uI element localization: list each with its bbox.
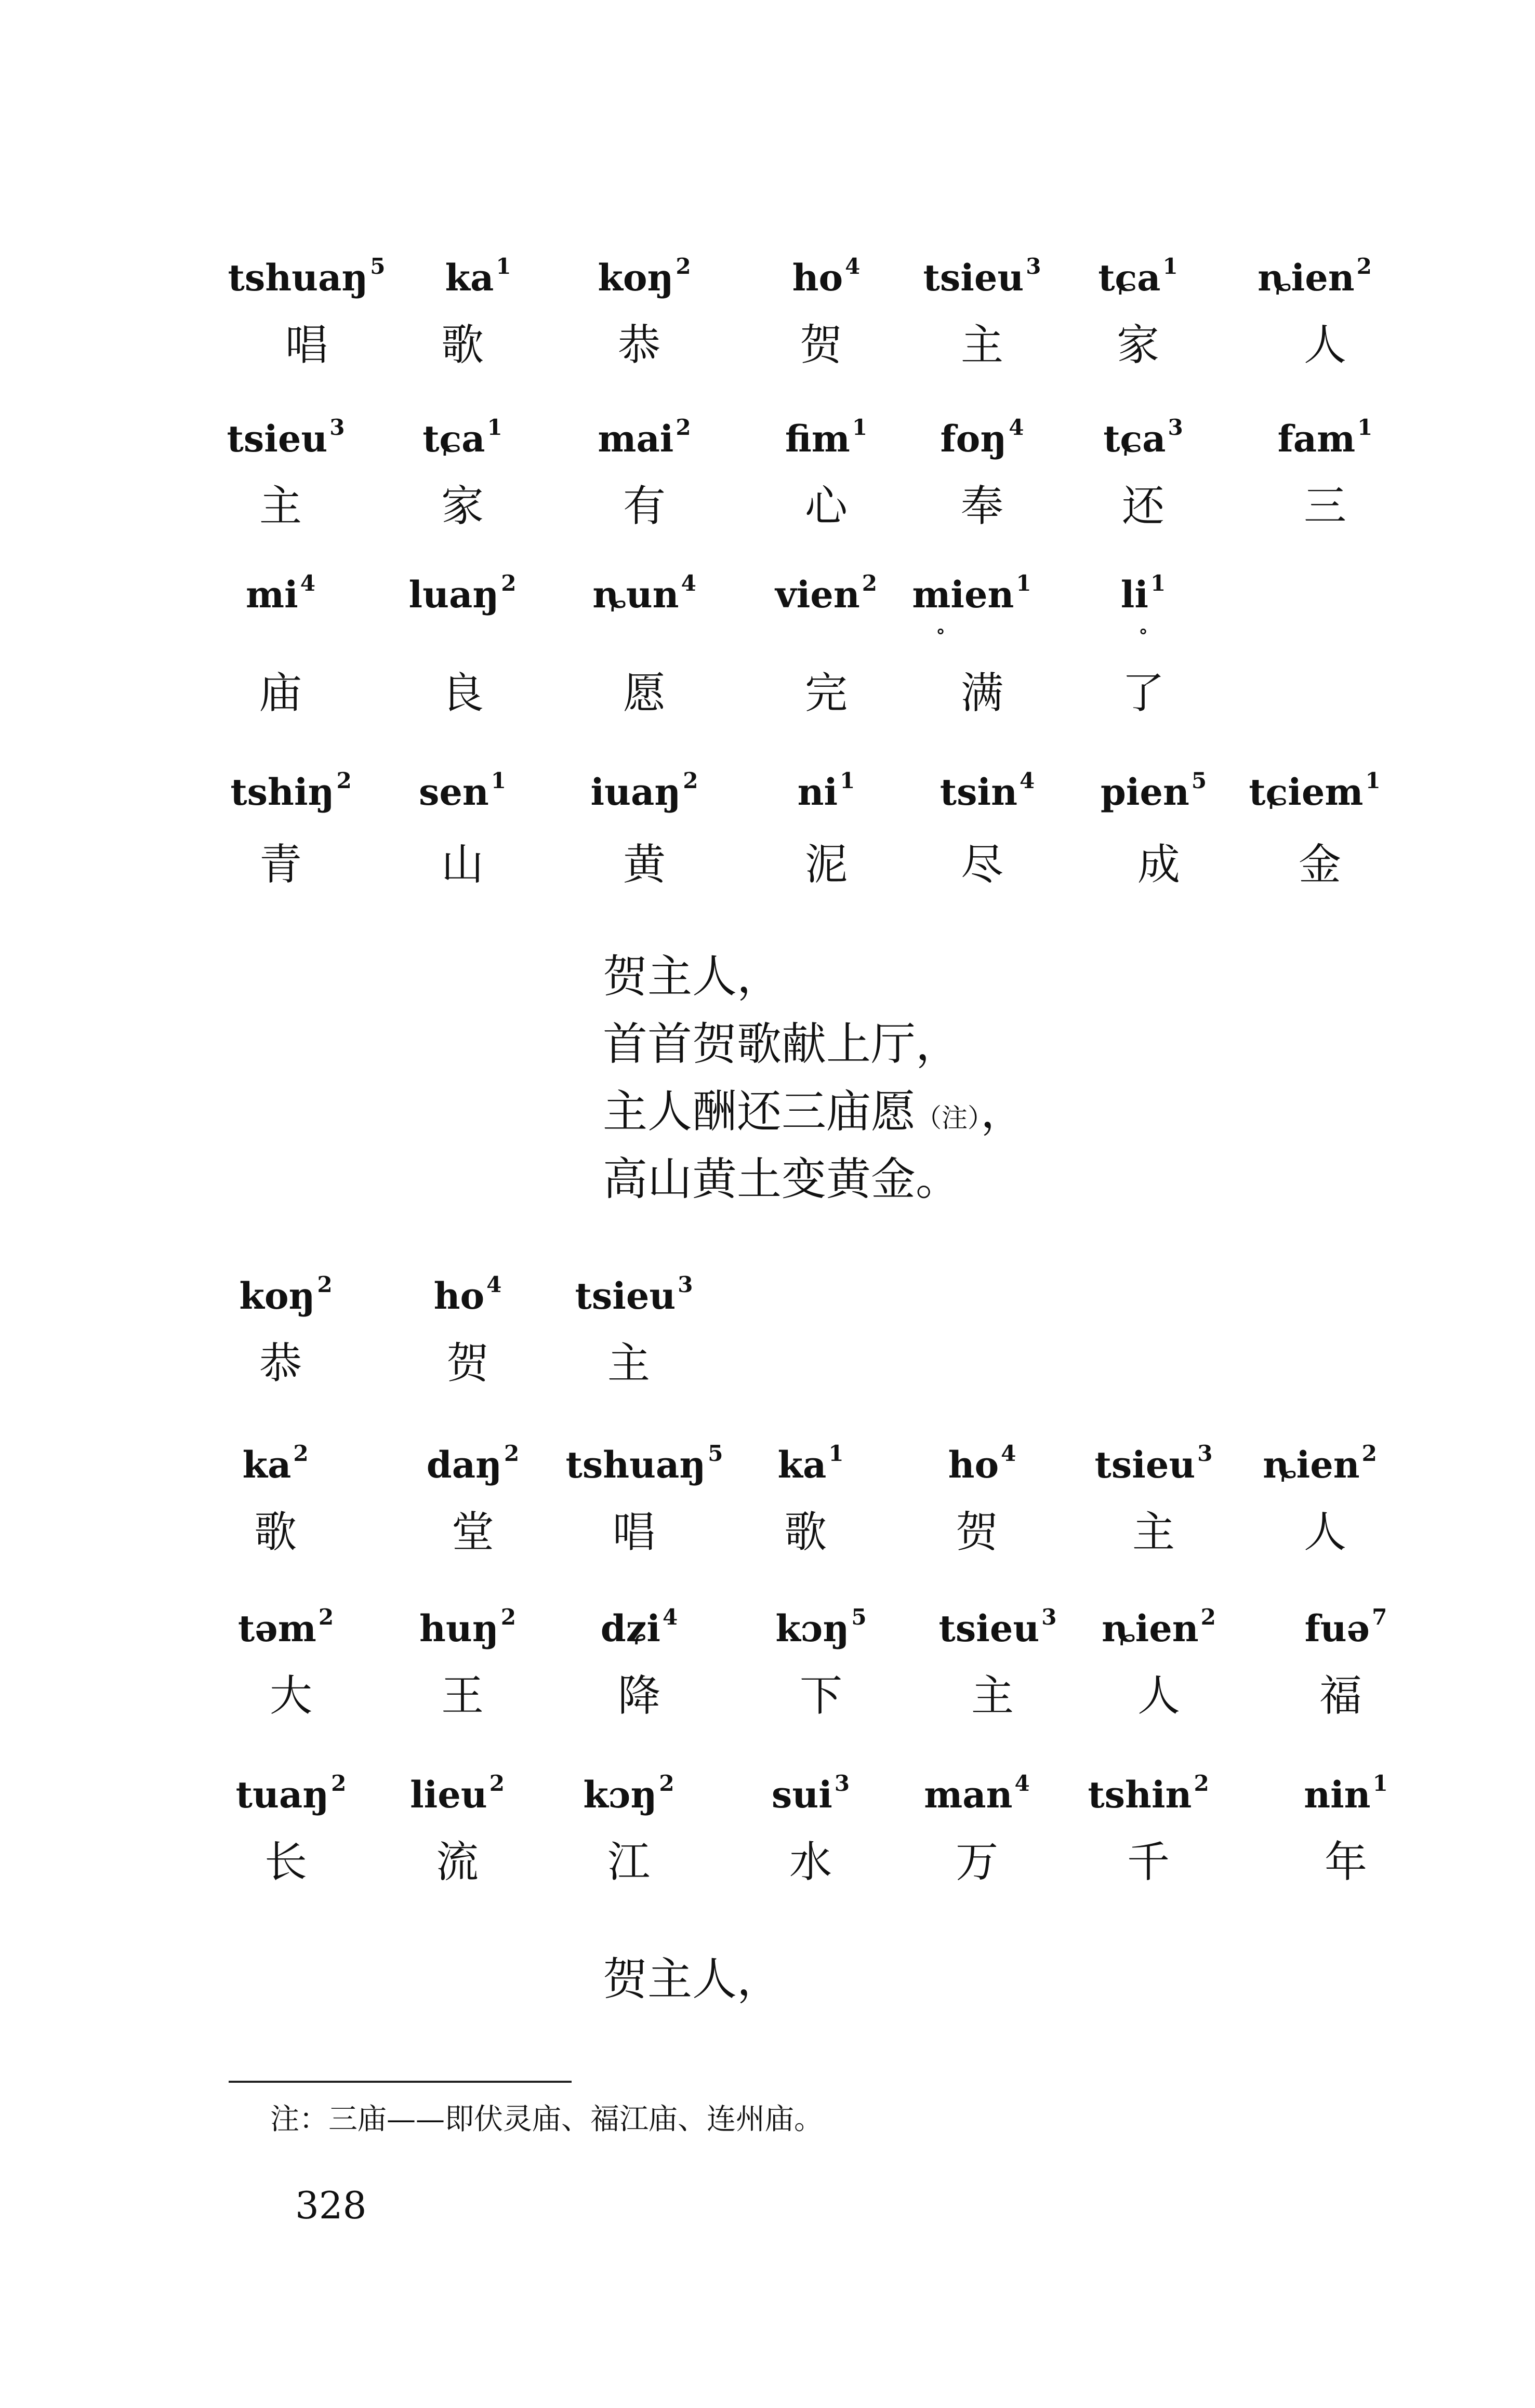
hanzi: 长 bbox=[264, 1838, 307, 1887]
hanzi: 人 bbox=[1137, 1671, 1180, 1721]
hanzi: 主 bbox=[971, 1671, 1014, 1721]
hanzi: 家 bbox=[441, 482, 484, 531]
romanization: $li^1$ bbox=[1120, 570, 1166, 616]
hanzi: 堂 bbox=[451, 1508, 494, 1557]
hanzi: 泥 bbox=[804, 840, 848, 889]
hanzi: 水 bbox=[789, 1838, 832, 1887]
romanization: mai$^2$ bbox=[598, 415, 691, 460]
footnote-rule bbox=[229, 2081, 572, 2083]
hanzi: 万 bbox=[955, 1838, 998, 1887]
hanzi: 山 bbox=[441, 840, 484, 889]
hanzi: 江 bbox=[607, 1838, 650, 1887]
romanization: fim$^1$ bbox=[785, 415, 868, 460]
romanization: huŋ$^2$ bbox=[419, 1604, 516, 1650]
hanzi: 满 bbox=[960, 669, 1003, 718]
hanzi: 主 bbox=[607, 1339, 650, 1388]
romanization: tsieu$^3$ bbox=[923, 254, 1041, 299]
romanization: tɕa$^1$ bbox=[1098, 254, 1178, 299]
romanization: sui$^3$ bbox=[771, 1771, 850, 1816]
romanization: $ka^1$ bbox=[445, 254, 511, 299]
hanzi: 千 bbox=[1127, 1838, 1170, 1887]
footnote: 注：三庙——即伏灵庙、福江庙、连州庙。 bbox=[270, 2103, 823, 2136]
romanization: tshuaŋ$^5$ bbox=[565, 1441, 723, 1486]
hanzi: 歌 bbox=[784, 1508, 827, 1557]
hanzi: 歌 bbox=[441, 321, 484, 370]
tone-mark-circle: ∘ bbox=[1138, 619, 1148, 643]
hanzi: 黄 bbox=[623, 840, 666, 889]
hanzi: 青 bbox=[259, 840, 302, 889]
romanization: vien$^2$ bbox=[775, 570, 877, 616]
hanzi: 心 bbox=[804, 482, 848, 531]
romanization: nin$^1$ bbox=[1304, 1771, 1388, 1816]
romanization: $ni^1$ bbox=[797, 768, 855, 814]
romanization: təm$^2$ bbox=[237, 1604, 334, 1650]
romanization: lieu$^2$ bbox=[410, 1771, 505, 1816]
romanization: mien$^1$ bbox=[912, 570, 1031, 616]
romanization: $ka^1$ bbox=[777, 1441, 844, 1486]
hanzi: 贺 bbox=[446, 1339, 489, 1388]
hanzi: 奉 bbox=[960, 482, 1003, 531]
romanization: tuaŋ$^2$ bbox=[235, 1771, 347, 1816]
verse-1-line-1: 贺主人， bbox=[603, 951, 782, 1003]
romanization: ȵun$^4$ bbox=[592, 570, 696, 616]
romanization: tsieu$^3$ bbox=[575, 1272, 693, 1318]
verse-1-line-3 bbox=[603, 1086, 1025, 1144]
hanzi: 愿 bbox=[623, 669, 666, 718]
verse-1-line-4: 高山黄土变黄金。 bbox=[603, 1153, 960, 1205]
romanization: $ho^4$ bbox=[948, 1441, 1016, 1486]
romanization: kɔŋ$^5$ bbox=[775, 1604, 867, 1650]
hanzi: 完 bbox=[804, 669, 848, 718]
verse-2-line-1: 贺主人， bbox=[603, 1953, 782, 2005]
romanization: dʑi$^4$ bbox=[600, 1604, 678, 1650]
romanization: pien$^5$ bbox=[1100, 768, 1207, 814]
romanization: tsin$^4$ bbox=[939, 768, 1035, 814]
verse-1-line-3-punct: ， bbox=[981, 1086, 1025, 1138]
hanzi: 贺 bbox=[799, 321, 842, 370]
romanization: daŋ$^2$ bbox=[426, 1441, 520, 1486]
hanzi: 有 bbox=[623, 482, 666, 531]
romanization: tɕiem$^1$ bbox=[1249, 768, 1381, 814]
hanzi: 唱 bbox=[285, 321, 328, 370]
hanzi: 年 bbox=[1324, 1838, 1367, 1887]
romanization: tshiŋ$^2$ bbox=[230, 768, 352, 814]
romanization: $ho^4$ bbox=[792, 254, 861, 299]
romanization: sen$^1$ bbox=[418, 768, 507, 814]
hanzi: 了 bbox=[1121, 669, 1165, 718]
verse-1-line-3-text: 主人酬还三庙愿 bbox=[603, 1086, 916, 1138]
hanzi: 还 bbox=[1121, 482, 1165, 531]
romanization: ȵien$^2$ bbox=[1258, 254, 1372, 299]
note-reference: （注） bbox=[916, 1103, 981, 1133]
romanization: tsieu$^3$ bbox=[227, 415, 345, 460]
romanization: $mi^4$ bbox=[246, 570, 315, 616]
romanization: foŋ$^4$ bbox=[940, 415, 1024, 460]
hanzi: 人 bbox=[1303, 1508, 1346, 1557]
romanization: kɔŋ$^2$ bbox=[583, 1771, 674, 1816]
romanization: fuə$^7$ bbox=[1304, 1604, 1387, 1650]
romanization: tɕa$^1$ bbox=[422, 415, 502, 460]
romanization: koŋ$^2$ bbox=[239, 1272, 333, 1318]
hanzi: 人 bbox=[1303, 321, 1346, 370]
romanization: man$^4$ bbox=[924, 1771, 1030, 1816]
hanzi: 唱 bbox=[612, 1508, 655, 1557]
romanization: ȵien$^2$ bbox=[1263, 1441, 1377, 1486]
hanzi: 贺 bbox=[955, 1508, 998, 1557]
hanzi: 歌 bbox=[254, 1508, 297, 1557]
hanzi: 良 bbox=[441, 669, 484, 718]
hanzi: 福 bbox=[1319, 1671, 1362, 1721]
hanzi: 家 bbox=[1116, 321, 1159, 370]
hanzi: 恭 bbox=[259, 1339, 302, 1388]
hanzi: 降 bbox=[617, 1671, 660, 1721]
page-number: 328 bbox=[295, 2184, 367, 2227]
romanization: iuaŋ$^2$ bbox=[590, 768, 698, 814]
hanzi: 金 bbox=[1298, 840, 1341, 889]
romanization: tshuaŋ$^5$ bbox=[228, 254, 386, 299]
romanization: koŋ$^2$ bbox=[598, 254, 691, 299]
romanization: ȵien$^2$ bbox=[1102, 1604, 1216, 1650]
romanization: tsieu$^3$ bbox=[1094, 1441, 1213, 1486]
romanization: $ho^4$ bbox=[433, 1272, 502, 1318]
romanization: fam$^1$ bbox=[1277, 415, 1373, 460]
hanzi: 下 bbox=[799, 1671, 842, 1721]
hanzi: 王 bbox=[441, 1671, 484, 1721]
romanization: $ka^2$ bbox=[242, 1441, 309, 1486]
hanzi: 成 bbox=[1137, 840, 1180, 889]
hanzi: 大 bbox=[269, 1671, 312, 1721]
tone-mark-circle: ∘ bbox=[935, 619, 946, 643]
hanzi: 恭 bbox=[617, 321, 660, 370]
verse-1-line-2: 首首贺歌献上厅， bbox=[603, 1018, 960, 1070]
romanization: tsieu$^3$ bbox=[938, 1604, 1057, 1650]
hanzi: 主 bbox=[259, 482, 302, 531]
hanzi: 尽 bbox=[960, 840, 1003, 889]
hanzi: 主 bbox=[960, 321, 1003, 370]
romanization: tshin$^2$ bbox=[1088, 1771, 1209, 1816]
hanzi: 庙 bbox=[259, 669, 302, 718]
hanzi: 流 bbox=[435, 1838, 479, 1887]
hanzi: 主 bbox=[1132, 1508, 1175, 1557]
romanization: tɕa$^3$ bbox=[1103, 415, 1183, 460]
hanzi: 三 bbox=[1303, 482, 1346, 531]
romanization: luaŋ$^2$ bbox=[408, 570, 517, 616]
